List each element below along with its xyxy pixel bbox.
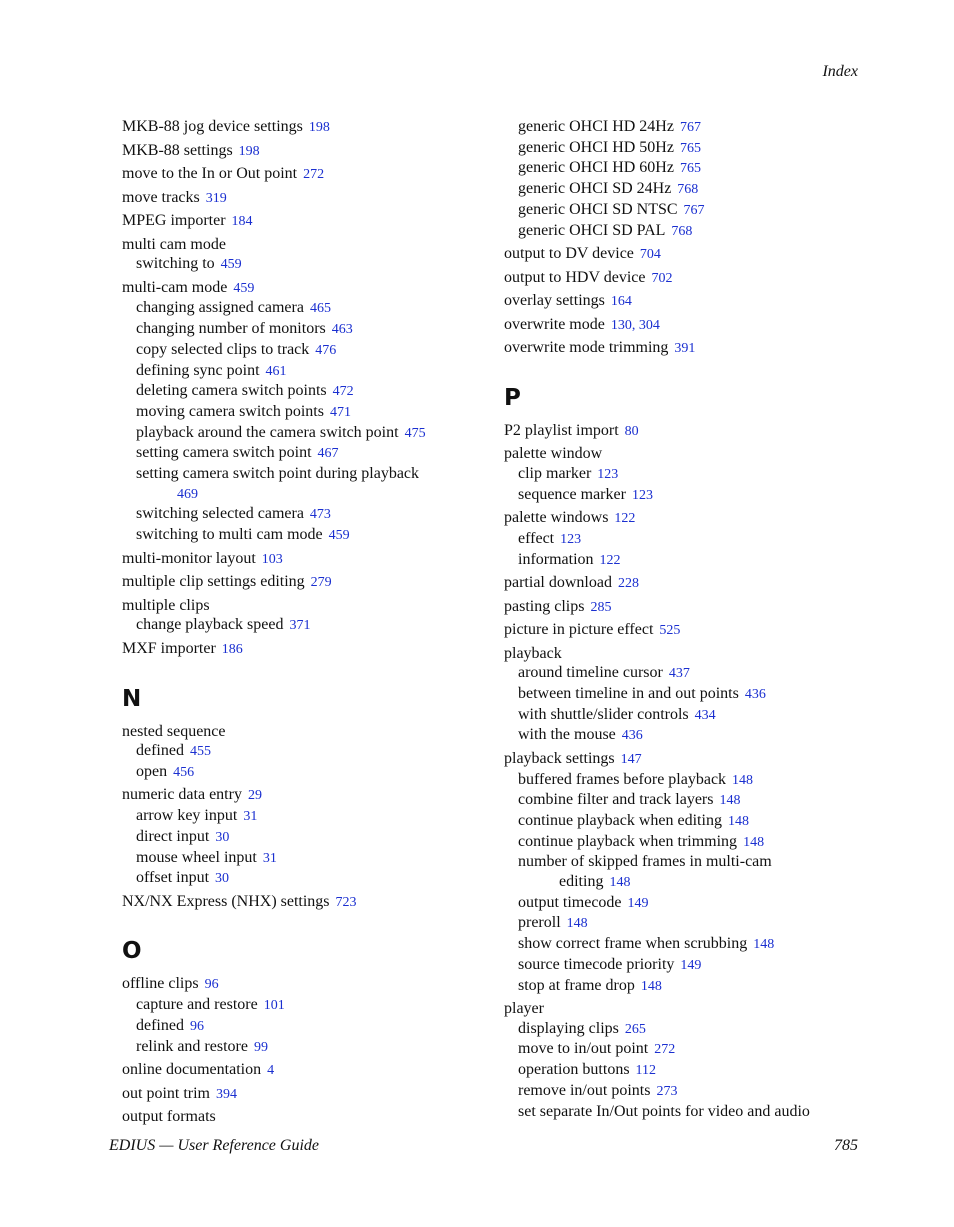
- index-subentry: [122, 827, 492, 848]
- subentry-term: remove in/out points: [518, 1081, 651, 1099]
- page-link[interactable]: 459: [233, 280, 255, 296]
- index-subentry: [122, 298, 492, 319]
- index-subentry: [122, 443, 492, 464]
- subentry-term: stop at frame drop: [518, 976, 635, 994]
- subentry-term-continued: editing: [559, 873, 604, 891]
- subentry-term: changing number of monitors: [136, 320, 326, 338]
- subentry-term: setting camera switch point: [136, 444, 312, 462]
- page-link[interactable]: 469: [177, 486, 198, 502]
- page-link[interactable]: 31: [243, 809, 258, 825]
- index-term: MPEG importer: [122, 212, 226, 229]
- index-term: output to DV device: [504, 245, 634, 263]
- index-term: numeric data entry: [122, 786, 242, 804]
- subentry-term: copy selected clips to track: [136, 340, 310, 358]
- index-entry: [122, 1107, 492, 1127]
- section-letter: P: [504, 384, 521, 411]
- page-link[interactable]: 436: [621, 728, 643, 744]
- index-subentry: [504, 200, 874, 221]
- page-link[interactable]: 130, 304: [610, 317, 660, 333]
- index-subentry: [122, 525, 492, 546]
- index-subentry: [122, 1037, 492, 1058]
- index-term-line: [504, 444, 874, 464]
- index-subentry: [122, 848, 492, 869]
- page-link[interactable]: 148: [566, 916, 588, 932]
- subentry-term: switching to multi cam mode: [136, 526, 323, 544]
- index-subentry: [122, 361, 492, 382]
- subentry-term: with shuttle/slider controls: [518, 705, 689, 723]
- page-link[interactable]: 525: [659, 623, 681, 639]
- section-letter: N: [122, 685, 142, 712]
- index-subentry: [504, 158, 874, 179]
- page-link[interactable]: 767: [683, 202, 705, 218]
- page-link[interactable]: 198: [238, 143, 260, 159]
- index-subentry: [122, 381, 492, 402]
- index-entry: [504, 508, 874, 570]
- page-link[interactable]: 31: [262, 850, 277, 866]
- index-term-line: [504, 268, 874, 289]
- index-entry: [504, 999, 874, 1121]
- page-link[interactable]: 394: [216, 1086, 237, 1102]
- subentry-term: arrow key input: [136, 807, 238, 825]
- page-link[interactable]: 147: [620, 751, 642, 767]
- subentry-term: move to in/out point: [518, 1040, 649, 1058]
- page-link[interactable]: 459: [328, 528, 350, 544]
- page-link[interactable]: 391: [674, 341, 696, 357]
- index-entry: [504, 749, 874, 996]
- index-entry: [504, 573, 874, 594]
- page-link[interactable]: 149: [680, 957, 702, 973]
- index-term: MKB-88 jog device settings: [122, 118, 303, 135]
- index-subentry: [504, 955, 874, 976]
- subentry-term: mouse wheel input: [136, 848, 257, 866]
- subentry-term: displaying clips: [518, 1019, 619, 1037]
- page-link[interactable]: 465: [309, 301, 331, 317]
- subentry-term: with the mouse: [518, 726, 616, 744]
- subentry-term: setting camera switch point during playback: [136, 465, 420, 483]
- index-subentry: [122, 741, 492, 762]
- index-subentry: [504, 852, 874, 872]
- index-term: multi cam mode: [122, 235, 226, 253]
- index-entry: [504, 620, 874, 641]
- page-link[interactable]: 459: [220, 257, 242, 273]
- subentry-term: generic OHCI SD 24Hz: [518, 180, 672, 198]
- page-link[interactable]: 123: [597, 466, 619, 482]
- index-term-line: [122, 188, 492, 209]
- index-term: nested sequence: [122, 722, 226, 740]
- index-term: NX/NX Express (NHX) settings: [122, 892, 330, 910]
- index-term-line: [504, 749, 874, 770]
- index-term-line: [122, 639, 492, 660]
- subentry-term: source timecode priority: [518, 955, 675, 973]
- index-term: overlay settings: [504, 292, 605, 310]
- index-subentry: [504, 934, 874, 955]
- index-subentry: [504, 1060, 874, 1081]
- page-link[interactable]: 463: [331, 322, 353, 338]
- subentry-term: deleting camera switch points: [136, 382, 327, 400]
- index-subentry: [122, 464, 492, 484]
- page-link[interactable]: 148: [719, 793, 741, 809]
- index-entry: [122, 141, 492, 162]
- index-subentry: [504, 976, 874, 997]
- index-entry: [504, 444, 874, 505]
- page-link[interactable]: 371: [289, 618, 311, 634]
- subentry-term: moving camera switch points: [136, 402, 324, 420]
- page-link[interactable]: 123: [560, 531, 582, 547]
- index-term-line: [504, 315, 874, 336]
- index-term: output to HDV device: [504, 268, 646, 286]
- page-link[interactable]: 765: [679, 161, 701, 177]
- index-term-line: [504, 291, 874, 312]
- index-term-line: [122, 1107, 492, 1127]
- index-term: multiple clip settings editing: [122, 573, 305, 591]
- page-link[interactable]: 96: [189, 1018, 204, 1034]
- index-term-line: [122, 211, 492, 232]
- index-subentry: [122, 423, 492, 444]
- index-entry: [504, 315, 874, 336]
- index-term-line: [122, 1084, 492, 1105]
- subentry-term: relink and restore: [136, 1037, 248, 1055]
- page-link[interactable]: 765: [679, 140, 701, 156]
- index-entry: [122, 639, 492, 660]
- index-subentry: [122, 254, 492, 275]
- subentry-term: playback around the camera switch point: [136, 423, 399, 441]
- index-entry: [122, 596, 492, 636]
- page-number: 785: [834, 1137, 858, 1154]
- index-term: out point trim: [122, 1084, 210, 1102]
- index-entry: [504, 644, 874, 747]
- page-link[interactable]: 99: [253, 1039, 268, 1055]
- index-subentry: [504, 1039, 874, 1060]
- index-subentry: [122, 319, 492, 340]
- footer-title: EDIUS — User Reference Guide: [109, 1137, 320, 1154]
- index-subentry: [504, 1081, 874, 1102]
- index-subentry: [504, 770, 874, 791]
- page-link[interactable]: 704: [639, 247, 661, 263]
- page-link[interactable]: 96: [204, 977, 219, 993]
- subentry-term: change playback speed: [136, 616, 284, 634]
- index-column-left: [122, 117, 492, 1127]
- page-link[interactable]: 285: [590, 599, 612, 615]
- index-term: multiple clips: [122, 596, 210, 614]
- index-term: output formats: [122, 1108, 216, 1126]
- index-subentry: [122, 615, 492, 636]
- index-entry: [122, 1060, 492, 1081]
- subentry-term: defining sync point: [136, 361, 260, 379]
- index-term-line: [122, 892, 492, 913]
- page-link[interactable]: 112: [635, 1063, 657, 1079]
- index-term: multi-monitor layout: [122, 549, 256, 567]
- index-entry: [504, 117, 874, 241]
- index-entry: [122, 785, 492, 889]
- index-entry: [122, 974, 492, 1057]
- page-link[interactable]: 471: [329, 404, 351, 420]
- running-header: Index: [822, 63, 858, 80]
- page-link[interactable]: 29: [247, 788, 262, 804]
- page-link[interactable]: 30: [215, 829, 230, 845]
- page-link[interactable]: 148: [727, 813, 749, 829]
- index-subentry: [504, 725, 874, 746]
- page-link[interactable]: 272: [654, 1042, 676, 1058]
- index-term-line: [122, 117, 492, 138]
- page-link[interactable]: 473: [309, 507, 331, 523]
- section-letter: O: [122, 938, 142, 965]
- page-link[interactable]: 475: [404, 425, 426, 441]
- subentry-term: generic OHCI SD PAL: [518, 221, 666, 239]
- index-term: move tracks: [122, 188, 200, 206]
- subentry-term: set separate In/Out points for video and audio: [518, 1102, 810, 1120]
- index-subentry: [504, 893, 874, 914]
- page-link[interactable]: 476: [315, 342, 337, 358]
- index-term: offline clips: [122, 975, 199, 993]
- subentry-term: direct input: [136, 827, 210, 845]
- index-subentry-continued: [122, 484, 492, 505]
- page-link[interactable]: 122: [599, 552, 621, 568]
- page-link[interactable]: 455: [189, 744, 211, 760]
- index-entry: [122, 549, 492, 570]
- subentry-term: output timecode: [518, 893, 622, 911]
- page-link[interactable]: 436: [744, 686, 766, 702]
- index-entry: [122, 892, 492, 913]
- page-link[interactable]: 148: [732, 772, 754, 788]
- index-term: palette window: [504, 445, 603, 463]
- index-term-line: [122, 722, 492, 742]
- page-link[interactable]: 148: [609, 875, 631, 891]
- index-entry: [122, 1084, 492, 1105]
- page-link[interactable]: 456: [173, 764, 195, 780]
- index-subentry: [504, 485, 874, 506]
- index-term: move to the In or Out point: [122, 165, 298, 182]
- index-subentry: [504, 705, 874, 726]
- index-subentry: [504, 550, 874, 571]
- page-link[interactable]: 767: [679, 120, 701, 135]
- page-link[interactable]: 265: [624, 1021, 646, 1037]
- index-term: P2 playlist import: [504, 421, 619, 439]
- subentry-term: defined: [136, 1016, 184, 1034]
- index-term-line: [122, 164, 492, 185]
- index-entry: [122, 235, 492, 275]
- index-entry: [122, 117, 492, 138]
- index-subentry: [504, 811, 874, 832]
- index-term-line: [504, 338, 874, 359]
- index-term-line: [504, 999, 874, 1019]
- index-term: online documentation: [122, 1061, 262, 1079]
- index-subentry: [122, 504, 492, 525]
- index-subentry: [504, 663, 874, 684]
- index-subentry: [504, 138, 874, 159]
- index-term: palette windows: [504, 509, 609, 527]
- page-link[interactable]: 472: [332, 384, 354, 400]
- index-term-line: [122, 1060, 492, 1081]
- subentry-term: changing assigned camera: [136, 299, 304, 317]
- subentry-term: operation buttons: [518, 1061, 630, 1079]
- page-link[interactable]: 101: [263, 998, 285, 1014]
- index-term: multi-cam mode: [122, 278, 228, 296]
- index-subentry: [504, 1019, 874, 1040]
- subentry-term: generic OHCI HD 50Hz: [518, 138, 674, 156]
- index-subentry: [504, 832, 874, 853]
- page-link[interactable]: 4: [267, 1063, 275, 1079]
- index-subentry: [504, 1102, 874, 1122]
- index-term: player: [504, 1000, 544, 1018]
- index-subentry: [122, 995, 492, 1016]
- page-link[interactable]: 461: [265, 363, 287, 379]
- subentry-term: between timeline in and out points: [518, 684, 739, 702]
- subentry-term: buffered frames before playback: [518, 770, 727, 788]
- page-link[interactable]: 198: [308, 120, 330, 135]
- subentry-term: number of skipped frames in multi-cam: [518, 853, 772, 871]
- index-subentry: [504, 221, 874, 242]
- subentry-term: show correct frame when scrubbing: [518, 935, 748, 953]
- page-link[interactable]: 768: [677, 182, 699, 198]
- page-link[interactable]: 467: [317, 446, 339, 462]
- index-term: partial download: [504, 574, 612, 592]
- index-subentry: [122, 1016, 492, 1037]
- subentry-term: around timeline cursor: [518, 664, 663, 682]
- page-link[interactable]: 723: [335, 894, 357, 910]
- subentry-term: effect: [518, 529, 555, 547]
- index-entry: [122, 211, 492, 232]
- index-subentry: [122, 402, 492, 423]
- index-term: playback settings: [504, 749, 615, 767]
- index-term-line: [122, 596, 492, 616]
- page-link[interactable]: 437: [668, 666, 690, 682]
- index-subentry: [504, 464, 874, 485]
- index-term-line: [122, 141, 492, 162]
- index-term-line: [504, 421, 874, 442]
- page-link[interactable]: 149: [627, 895, 649, 911]
- index-subentry: [122, 806, 492, 827]
- subentry-term: information: [518, 550, 594, 568]
- subentry-term: continue playback when trimming: [518, 832, 738, 850]
- subentry-term: generic OHCI SD NTSC: [518, 200, 678, 218]
- page-link[interactable]: 186: [221, 641, 243, 657]
- subentry-term: switching to: [136, 255, 215, 273]
- index-term-line: [122, 785, 492, 806]
- index-entry: [504, 421, 874, 442]
- index-term: MXF importer: [122, 639, 216, 657]
- index-term-line: [122, 549, 492, 570]
- page-link[interactable]: 148: [743, 834, 765, 850]
- index-term-line: [504, 620, 874, 641]
- index-subentry: [504, 529, 874, 550]
- index-entry: [122, 164, 492, 185]
- index-entry: [122, 722, 492, 783]
- index-subentry: [504, 913, 874, 934]
- page-link[interactable]: 279: [310, 575, 332, 591]
- index-subentry: [122, 868, 492, 889]
- index-entry: [504, 291, 874, 312]
- index-entry: [504, 268, 874, 289]
- page-link[interactable]: 103: [261, 551, 283, 567]
- page-link[interactable]: 148: [753, 937, 775, 953]
- page-link[interactable]: 164: [610, 294, 632, 310]
- page-link[interactable]: 80: [624, 423, 639, 439]
- index-term-line: [122, 278, 492, 299]
- subentry-term: defined: [136, 742, 184, 760]
- page-link[interactable]: 184: [231, 214, 253, 229]
- index-term: MKB-88 settings: [122, 141, 233, 159]
- subentry-term: generic OHCI HD 24Hz: [518, 118, 674, 135]
- page-link[interactable]: 272: [303, 167, 325, 182]
- page-link[interactable]: 30: [215, 871, 230, 887]
- index-term: overwrite mode: [504, 315, 605, 333]
- index-term-line: [504, 508, 874, 529]
- page-link[interactable]: 768: [671, 223, 693, 239]
- subentry-term: capture and restore: [136, 996, 258, 1014]
- index-column-right: [504, 117, 874, 1121]
- index-entry: [122, 572, 492, 593]
- subentry-term: generic OHCI HD 60Hz: [518, 159, 674, 177]
- index-entry: [122, 188, 492, 209]
- index-term: overwrite mode trimming: [504, 339, 669, 357]
- index-entry: [504, 338, 874, 359]
- index-term-line: [122, 235, 492, 255]
- index-term: picture in picture effect: [504, 621, 654, 639]
- page-link[interactable]: 123: [631, 487, 653, 503]
- subentry-term: continue playback when editing: [518, 811, 722, 829]
- index-entry: [504, 244, 874, 265]
- index-term-line: [504, 644, 874, 664]
- index-term-line: [122, 974, 492, 995]
- index-subentry: [504, 684, 874, 705]
- index-subentry: [504, 790, 874, 811]
- subentry-term: combine filter and track layers: [518, 791, 714, 809]
- subentry-term: offset input: [136, 869, 210, 887]
- index-subentry: [122, 340, 492, 361]
- subentry-term: clip marker: [518, 464, 592, 482]
- index-entry: [122, 278, 492, 546]
- index-subentry: [504, 117, 874, 138]
- page-link[interactable]: 228: [617, 576, 639, 592]
- index-subentry: [504, 179, 874, 200]
- page-link[interactable]: 434: [694, 707, 716, 723]
- index-subentry: [122, 762, 492, 783]
- subentry-term: switching selected camera: [136, 505, 304, 523]
- index-entry: [504, 597, 874, 618]
- subentry-term: open: [136, 762, 168, 780]
- index-subentry-continued: [504, 872, 874, 893]
- index-term: playback: [504, 644, 562, 662]
- index-term-line: [122, 572, 492, 593]
- page-link[interactable]: 702: [651, 270, 673, 286]
- page-link[interactable]: 319: [205, 190, 227, 206]
- index-term: pasting clips: [504, 597, 585, 615]
- page-link[interactable]: 148: [640, 978, 662, 994]
- page-link[interactable]: 122: [614, 511, 636, 527]
- index-term-line: [504, 244, 874, 265]
- subentry-term: preroll: [518, 914, 561, 932]
- index-term-line: [504, 573, 874, 594]
- page-link[interactable]: 273: [656, 1083, 678, 1099]
- subentry-term: sequence marker: [518, 485, 626, 503]
- index-term-line: [504, 597, 874, 618]
